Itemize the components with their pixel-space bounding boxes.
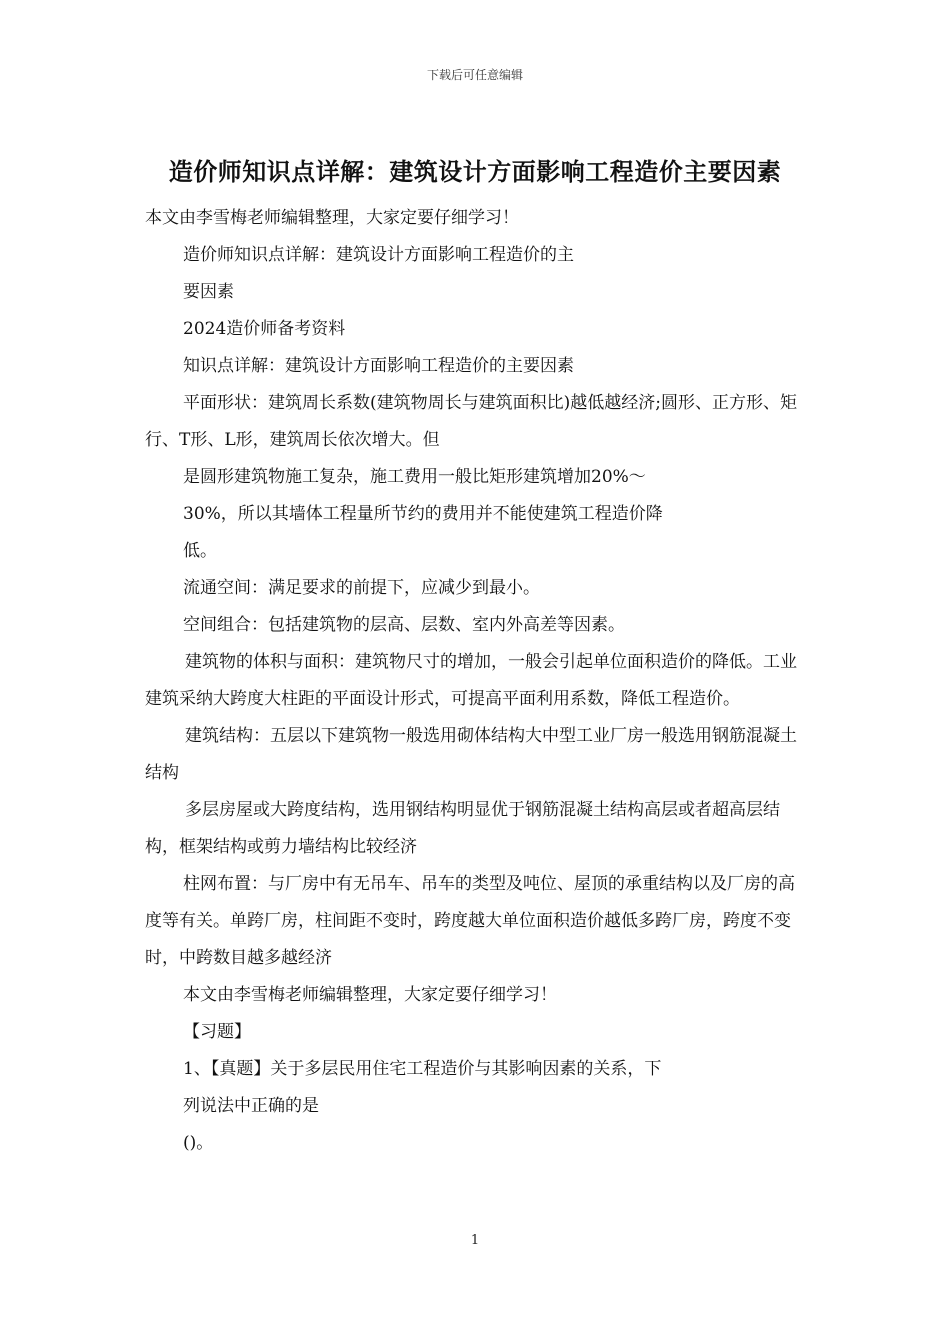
paragraph: 造价师知识点详解：建筑设计方面影响工程造价的主 <box>183 245 574 265</box>
paragraph-volume-area: 建筑物的体积与面积：建筑物尺寸的增加，一般会引起单位面积造价的降低。工业建筑采纳大跨度大柱距的平面设计形式，可提高平面利用系数，降低工程造价。 <box>145 652 797 709</box>
document-body <box>145 200 810 1162</box>
paragraph-plan-shape: 平面形状：建筑周长系数(建筑物周长与建筑面积比)越低越经济;圆形、正方形、矩行、T形、L形，建筑周长依次增大。但 <box>145 393 797 450</box>
paragraph-space-combination: 空间组合：包括建筑物的层高、层数、室内外高差等因素。 <box>183 615 625 635</box>
document-title: 造价师知识点详解：建筑设计方面影响工程造价主要因素 <box>168 157 782 186</box>
paragraph: 本文由李雪梅老师编辑整理，大家定要仔细学习！ <box>183 985 557 1005</box>
exercise-heading: 【习题】 <box>183 1022 251 1042</box>
paragraph: 低。 <box>183 541 217 561</box>
page-number: 1 <box>470 1233 480 1248</box>
paragraph: 2024造价师备考资料 <box>183 319 346 339</box>
paragraph-circulation-space: 流通空间：满足要求的前提下，应减少到最小。 <box>183 578 540 598</box>
paragraph-multistory: 多层房屋或大跨度结构，选用钢结构明显优于钢筋混凝土结构高层或者超高层结构，框架结构或剪力墙结构比较经济 <box>145 800 780 857</box>
paragraph-column-grid: 柱网布置：与厂房中有无吊车、吊车的类型及吨位、屋顶的承重结构以及厂房的高度等有关。单跨厂房，柱间距不变时，跨度越大单位面积造价越低多跨厂房，跨度不变时，中跨数目越多越经济 <box>145 874 795 968</box>
question-text: 列说法中正确的是 <box>183 1096 319 1116</box>
intro-paragraph: 本文由李雪梅老师编辑整理，大家定要仔细学习！ <box>145 208 519 228</box>
page-header: 下载后可任意编辑 <box>426 68 523 82</box>
question-text: 1、【真题】关于多层民用住宅工程造价与其影响因素的关系，下 <box>183 1059 662 1079</box>
paragraph: 30%，所以其墙体工程量所节约的费用并不能使建筑工程造价降 <box>183 504 663 524</box>
paragraph-structure: 建筑结构：五层以下建筑物一般选用砌体结构大中型工业厂房一般选用钢筋混凝土结构 <box>145 726 797 783</box>
paragraph: 要因素 <box>183 282 234 302</box>
question-text: ()。 <box>183 1133 214 1153</box>
paragraph: 知识点详解：建筑设计方面影响工程造价的主要因素 <box>183 356 574 376</box>
paragraph: 是圆形建筑物施工复杂，施工费用一般比矩形建筑增加20%～ <box>183 467 646 487</box>
